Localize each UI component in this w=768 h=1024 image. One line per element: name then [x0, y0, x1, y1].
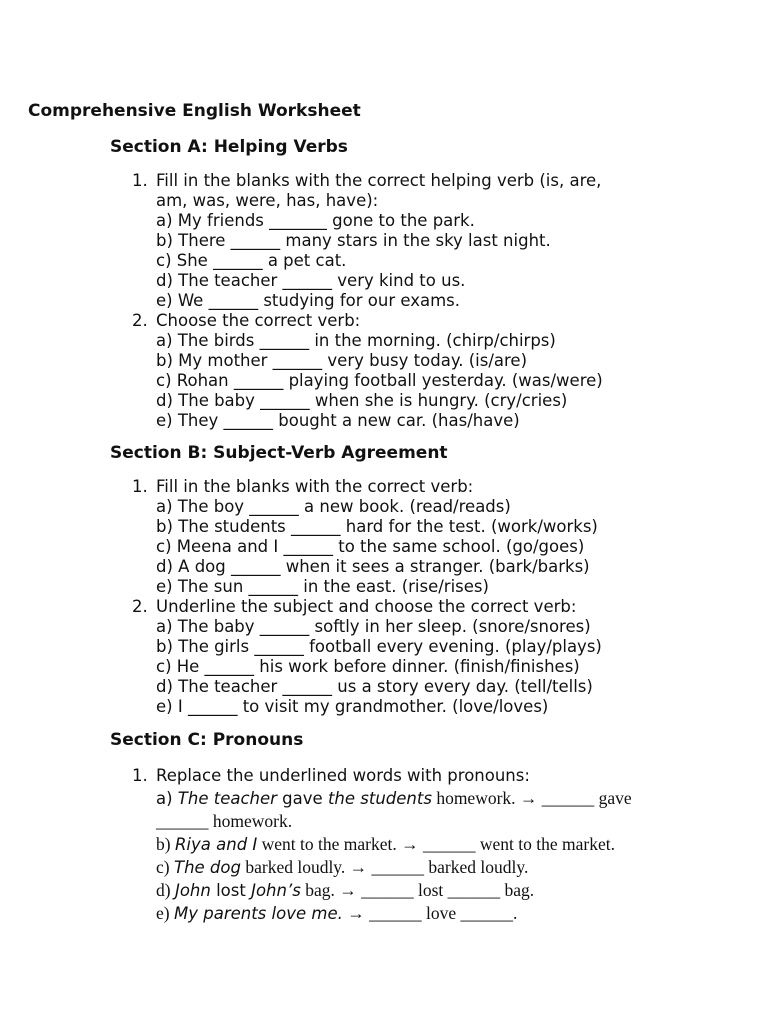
question-number: 1.	[132, 766, 148, 785]
item-text: lost	[210, 881, 252, 900]
question-number: 1.	[132, 477, 148, 496]
exercise-item-c	[156, 856, 750, 879]
item-label: a)	[156, 789, 178, 808]
exercise-item: c) Rohan ______ playing football yesterday. (was/were)	[156, 371, 603, 390]
exercise-item: a) The birds ______ in the morning. (chirp/chirps)	[156, 331, 556, 350]
section-a-heading: Section A: Helping Verbs	[110, 137, 348, 157]
exercise-item-d	[156, 879, 750, 902]
item-text: love me.	[266, 904, 343, 923]
exercise-item: c) He ______ his work before dinner. (finish/finishes)	[156, 657, 580, 676]
item-label: e)	[156, 903, 174, 923]
item-label: d)	[156, 880, 175, 900]
item-text: homework. → ______ gave	[431, 788, 632, 808]
section-b-heading: Section B: Subject-Verb Agreement	[110, 443, 448, 463]
exercise-item-b	[156, 833, 750, 856]
item-label: b)	[156, 834, 175, 854]
item-text: gave	[276, 789, 328, 808]
section-c-heading: Section C: Pronouns	[110, 730, 304, 750]
item-text: went to the market. → ______ went to the market.	[257, 834, 615, 854]
item-text: barked loudly. → ______ barked loudly.	[240, 857, 529, 877]
question-number: 2.	[132, 311, 148, 330]
underlined-phrase: John’s	[251, 881, 301, 900]
exercise-item: e) We ______ studying for our exams.	[156, 291, 461, 310]
exercise-item: c) She ______ a pet cat.	[156, 251, 347, 270]
section-b	[110, 442, 750, 717]
item-text: → ______ love ______.	[342, 903, 518, 923]
underlined-phrase: the students	[327, 789, 432, 808]
question-prompt: Underline the subject and choose the correct verb:	[156, 597, 577, 616]
exercise-item: d) The baby ______ when she is hungry. (cry/cries)	[156, 391, 568, 410]
underlined-phrase: The teacher	[177, 789, 277, 808]
exercise-item: a) The baby ______ softly in her sleep. (snore/snores)	[156, 617, 591, 636]
exercise-item-e	[156, 902, 750, 925]
section-c-question-1	[110, 764, 750, 925]
exercise-item-a-continued: ______ homework.	[156, 811, 293, 831]
exercise-item: e) I ______ to visit my grandmother. (love/loves)	[156, 697, 549, 716]
exercise-item-a	[156, 787, 750, 810]
question-number: 2.	[132, 597, 148, 616]
section-a-question-2	[110, 311, 750, 431]
exercise-item: d) The teacher ______ very kind to us.	[156, 271, 466, 290]
question-prompt: Choose the correct verb:	[156, 311, 361, 330]
question-prompt-continued: am, was, were, has, have):	[156, 191, 379, 210]
section-a	[110, 136, 750, 431]
document-title: Comprehensive English Worksheet	[28, 101, 361, 121]
exercise-item: e) They ______ bought a new car. (has/have)	[156, 411, 520, 430]
exercise-item: e) The sun ______ in the east. (rise/rises)	[156, 577, 489, 596]
section-b-question-2	[110, 597, 750, 717]
question-prompt: Fill in the blanks with the correct verb:	[156, 477, 474, 496]
question-number: 1.	[132, 171, 148, 190]
exercise-item: b) There ______ many stars in the sky last night.	[156, 231, 551, 250]
exercise-item: a) My friends _______ gone to the park.	[156, 211, 475, 230]
exercise-item: d) The teacher ______ us a story every day. (tell/tells)	[156, 677, 593, 696]
section-c	[110, 729, 750, 925]
section-b-question-1	[110, 477, 750, 597]
underlined-phrase: The dog	[173, 858, 241, 877]
exercise-item: b) The girls ______ football every evening. (play/plays)	[156, 637, 602, 656]
item-text: bag. → ______ lost ______ bag.	[300, 880, 535, 900]
exercise-item: b) My mother ______ very busy today. (is/are)	[156, 351, 528, 370]
underlined-phrase: Riya and I	[174, 835, 258, 854]
question-prompt: Fill in the blanks with the correct helping verb (is, are,	[156, 171, 602, 190]
question-prompt: Replace the underlined words with pronouns:	[156, 766, 530, 785]
exercise-item: d) A dog ______ when it sees a stranger. (bark/barks)	[156, 557, 590, 576]
section-a-question-1	[110, 171, 750, 311]
underlined-phrase: John	[174, 881, 211, 900]
underlined-phrase: My parents	[173, 904, 267, 923]
exercise-item: a) The boy ______ a new book. (read/reads)	[156, 497, 511, 516]
item-label: c)	[156, 857, 174, 877]
exercise-item: c) Meena and I ______ to the same school. (go/goes)	[156, 537, 585, 556]
exercise-item: b) The students ______ hard for the test. (work/works)	[156, 517, 598, 536]
